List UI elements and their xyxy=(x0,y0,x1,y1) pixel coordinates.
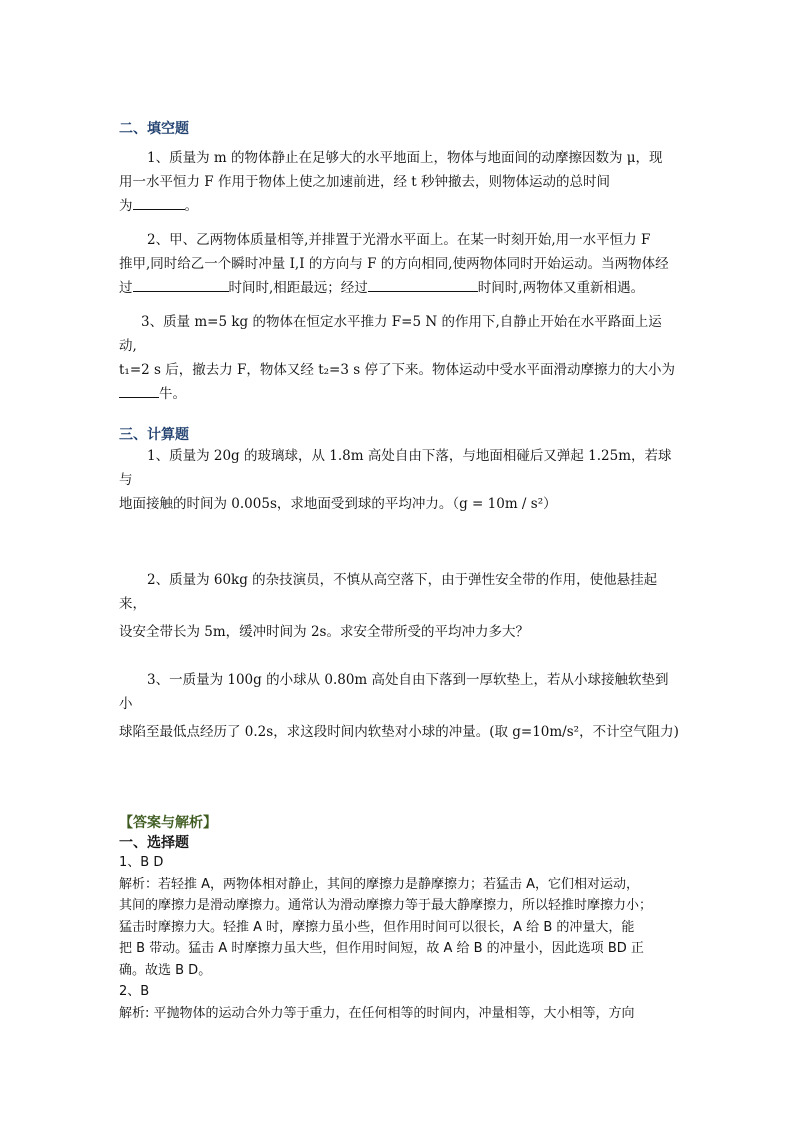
answers-subtitle: 一、选择题 xyxy=(119,835,189,851)
calc-q1-line-1: 1、质量为 20g 的玻璃球，从 1.8m 高处自由下落，与地面相碰后又弹起 1.25m，若球与 xyxy=(119,448,672,488)
answer-1-line: 解析：若轻推 A，两物体相对静止，其间的摩擦力是静摩擦力；若猛击 A，它们相对运动， xyxy=(119,876,640,892)
q3-line-3 xyxy=(119,382,679,406)
q1-line-3-pre: 为 xyxy=(119,198,133,214)
calc-question-1 xyxy=(119,444,679,516)
calc-q2-line-1: 2、质量为 60kg 的杂技演员，不慎从高空落下，由于弹性安全带的作用，使他悬挂起来， xyxy=(119,572,658,612)
q2-line-3-c: 时间时,两物体又重新相遇。 xyxy=(477,280,645,296)
answer-block xyxy=(119,852,679,1024)
q1-line-3 xyxy=(119,194,679,218)
answer-1-line: 猛击时摩擦力大。轻推 A 时，摩擦力虽小些，但作用时间可以很长，A 给 B 的冲量大，能 xyxy=(119,919,635,935)
calc-q2-line-2: 设安全带长为 5m，缓冲时间为 2s。求安全带所受的平均冲力多大？ xyxy=(119,624,529,640)
answer-blank xyxy=(368,277,478,292)
answers-title: 【答案与解析】 xyxy=(119,815,217,831)
q3-line-3-post: 牛。 xyxy=(159,386,186,402)
answer-1-line: 其间的摩擦力是滑动摩擦力。通常认为滑动摩擦力等于最大静摩擦力，所以轻推时摩擦力小； xyxy=(119,898,653,913)
answer-1-line: 确。故选 B D。 xyxy=(119,962,212,978)
section-title-fill-blank: 二、填空题 xyxy=(119,121,189,137)
q2-line-2: 推甲,同时给乙一个瞬时冲量 I,I 的方向与 F 的方向相同,使两物体同时开始运动。当两物体经 xyxy=(119,256,669,272)
q2-line-1: 2、甲、乙两物体质量相等,并排置于光滑水平面上。在某一时刻开始,用一水平恒力 F xyxy=(147,232,651,248)
answer-blank xyxy=(119,383,159,398)
fill-blank-question-3 xyxy=(119,310,679,406)
answer-1-label: 1、B D xyxy=(119,855,164,870)
calc-q3-line-2: 球陷至最低点经历了 0.2s，求这段时间内软垫对小球的冲量。(取 g=10m/s²，不计空气阻力) xyxy=(119,724,679,740)
q2-line-3-a: 过 xyxy=(119,280,133,296)
answer-1-line: 把 B 带动。猛击 A 时摩擦力虽大些，但作用时间短，故 A 给 B 的冲量小，因此选项 BD 正 xyxy=(119,941,644,956)
q3-line-2: t₁=2 s 后，撤去力 F，物体又经 t₂=3 s 停了下来。物体运动中受水平面滑动摩擦力的大小为 xyxy=(119,362,675,378)
calc-question-3 xyxy=(119,668,679,744)
q1-line-3-post: 。 xyxy=(184,198,198,214)
calc-question-2 xyxy=(119,568,679,644)
fill-blank-question-2 xyxy=(119,228,679,300)
fill-blank-question-1 xyxy=(119,146,679,218)
q3-line-1: 3、质量 m=5 kg 的物体在恒定水平推力 F=5 N 的作用下,自静止开始在水平路面上运动, xyxy=(119,314,662,354)
answer-blank xyxy=(133,277,229,292)
calc-q1-line-2: 地面接触的时间为 0.005s，求地面受到球的平均冲力。（g = 10m / s²） xyxy=(119,496,557,512)
q1-line-2: 用一水平恒力 F 作用于物体上使之加速前进，经 t 秒钟撤去，则物体运动的总时间 xyxy=(119,174,610,190)
q2-line-3 xyxy=(119,276,679,300)
calc-q3-line-1: 3、一质量为 100g 的小球从 0.80m 高处自由下落到一厚软垫上，若从小球接触软垫到小 xyxy=(119,672,669,712)
answer-blank xyxy=(133,195,185,210)
q2-line-3-b: 时间时,相距最远；经过 xyxy=(228,280,368,296)
answer-2-label: 2、B xyxy=(119,984,150,999)
q1-line-1: 1、质量为 m 的物体静止在足够大的水平地面上，物体与地面间的动摩擦因数为 μ，现 xyxy=(147,150,663,166)
section-title-calculation: 三、计算题 xyxy=(119,427,189,443)
answer-2-line: 解析: 平抛物体的运动合外力等于重力，在任何相等的时间内，冲量相等，大小相等，方向 xyxy=(119,1005,635,1021)
